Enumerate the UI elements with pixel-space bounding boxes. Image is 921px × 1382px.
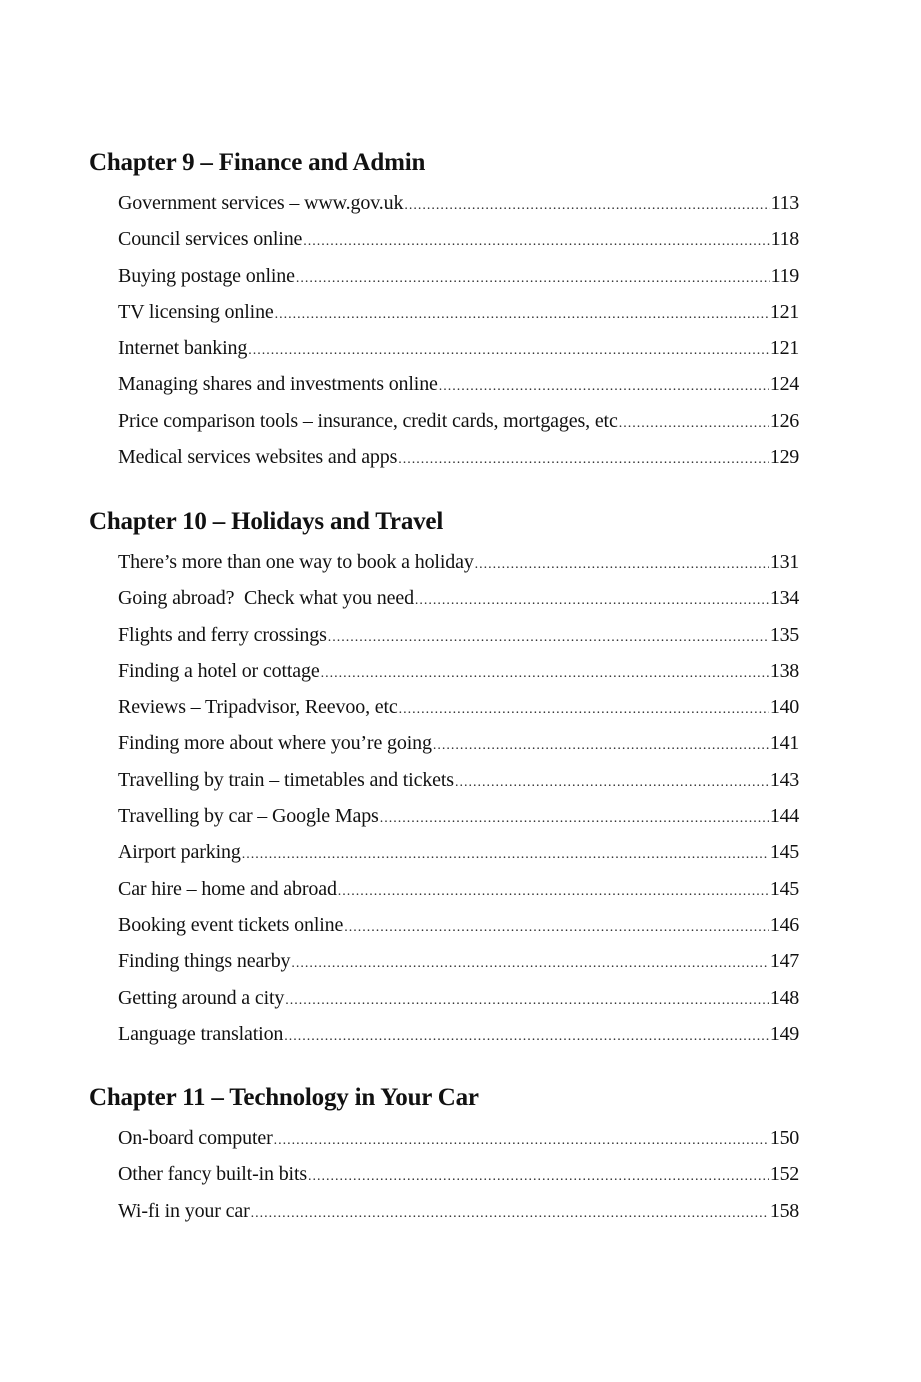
toc-entry[interactable] [118,406,799,442]
entry-page-number: 118 [770,228,799,251]
dot-leader [296,264,770,294]
entry-page-number: 146 [769,913,799,936]
entry-page-number: 135 [769,623,799,646]
entry-title: Flights and ferry crossings [118,623,327,646]
dot-leader [439,372,769,402]
toc-entry[interactable] [118,369,799,405]
entry-title: There’s more than one way to book a holiday [118,551,474,573]
entry-title: Reviews – Tripadvisor, Reevoo, etc [118,696,398,719]
entry-title: Getting around a city [118,986,285,1009]
chapter-9 [89,148,799,478]
entry-title: Buying postage online [118,264,295,287]
dot-leader [475,550,769,580]
toc-entry[interactable] [118,765,799,801]
toc-entry[interactable] [118,297,799,333]
entry-page-number: 126 [769,409,799,432]
dot-leader [274,1126,769,1156]
dot-leader [433,731,769,761]
entry-title: Car hire – home and abroad [118,877,337,900]
toc-entry[interactable] [118,946,799,982]
toc-entry[interactable] [118,1019,799,1055]
entry-title: On-board computer [118,1127,273,1149]
entry-title: TV licensing online [118,300,274,323]
dot-leader [380,804,769,834]
entry-title: Language translation [118,1022,284,1045]
toc-entry[interactable] [118,261,799,297]
entry-page-number: 129 [769,446,799,469]
dot-leader [338,877,769,907]
dot-leader [291,949,768,979]
toc-entry[interactable] [118,910,799,946]
dot-leader [284,1022,769,1052]
dot-leader [398,445,769,475]
entry-page-number: 119 [770,264,799,287]
chapter-entries [118,1123,799,1232]
dot-leader [399,695,769,725]
entry-page-number: 113 [770,192,799,214]
dot-leader [455,768,769,798]
toc-entry[interactable] [118,333,799,369]
chapter-title: Chapter 10 – Holidays and Travel [89,508,444,535]
toc-entry[interactable] [118,983,799,1019]
chapter-entries [118,547,799,1055]
entry-page-number: 141 [769,732,799,755]
entry-title: Finding things nearby [118,950,291,973]
entry-title: Government services – www.gov.uk [118,192,404,214]
toc-entry[interactable] [118,728,799,764]
entry-title: Finding a hotel or cottage [118,659,320,682]
entry-title: Medical services websites and apps [118,446,398,469]
chapter-title: Chapter 9 – Finance and Admin [89,149,426,176]
dot-leader [248,336,769,366]
entry-title: Price comparison tools – insurance, credit cards, mortgages, etc [118,409,618,432]
toc-entry[interactable] [118,620,799,656]
entry-page-number: 148 [769,986,799,1009]
entry-page-number: 149 [769,1022,799,1045]
toc-entry[interactable] [118,442,799,478]
chapter-11 [89,1083,799,1232]
entry-title: Booking event tickets online [118,913,344,936]
entry-title: Council services online [118,228,303,251]
entry-page-number: 143 [769,768,799,791]
entry-title: Internet banking [118,337,248,360]
chapter-10 [89,507,799,1055]
dot-leader [303,227,769,257]
entry-title: Travelling by car – Google Maps [118,805,379,828]
entry-page-number: 147 [769,950,799,973]
toc-entry[interactable] [118,1159,799,1195]
dot-leader [619,409,769,439]
entry-page-number: 150 [769,1127,799,1149]
dot-leader [251,1199,769,1229]
dot-leader [415,586,769,616]
chapter-entries [118,188,799,478]
entry-page-number: 144 [769,805,799,828]
chapter-title: Chapter 11 – Technology in Your Car [89,1084,479,1111]
entry-title: Managing shares and investments online [118,373,438,396]
entry-title: Travelling by train – timetables and tickets [118,768,454,791]
dot-leader [275,300,769,330]
toc-entry[interactable] [118,547,799,583]
toc-entry[interactable] [118,801,799,837]
toc-entry[interactable] [118,837,799,873]
dot-leader [344,913,769,943]
entry-title: Finding more about where you’re going [118,732,432,755]
dot-leader [328,623,769,653]
entry-title: Airport parking [118,841,241,864]
toc-entry[interactable] [118,583,799,619]
toc-entry[interactable] [118,188,799,224]
dot-leader [308,1162,769,1192]
entry-title: Other fancy built-in bits [118,1163,307,1186]
entry-page-number: 124 [769,373,799,396]
entry-page-number: 134 [769,587,799,610]
entry-title: Going abroad? Check what you need [118,587,414,610]
entry-page-number: 138 [769,659,799,682]
dot-leader [285,986,769,1016]
entry-page-number: 158 [769,1199,799,1222]
entry-page-number: 140 [769,696,799,719]
toc-entry[interactable] [118,1196,799,1232]
entry-page-number: 152 [769,1163,799,1186]
dot-leader [242,840,769,870]
dot-leader [404,191,769,221]
entry-page-number: 145 [769,877,799,900]
entry-title: Wi-fi in your car [118,1199,250,1222]
entry-page-number: 121 [769,300,799,323]
toc-entry[interactable] [118,1123,799,1159]
entry-page-number: 131 [769,551,799,573]
toc-entry[interactable] [118,874,799,910]
toc-entry[interactable] [118,656,799,692]
entry-page-number: 145 [769,841,799,864]
toc-entry[interactable] [118,224,799,260]
toc-entry[interactable] [118,692,799,728]
entry-page-number: 121 [769,337,799,360]
dot-leader [321,659,769,689]
